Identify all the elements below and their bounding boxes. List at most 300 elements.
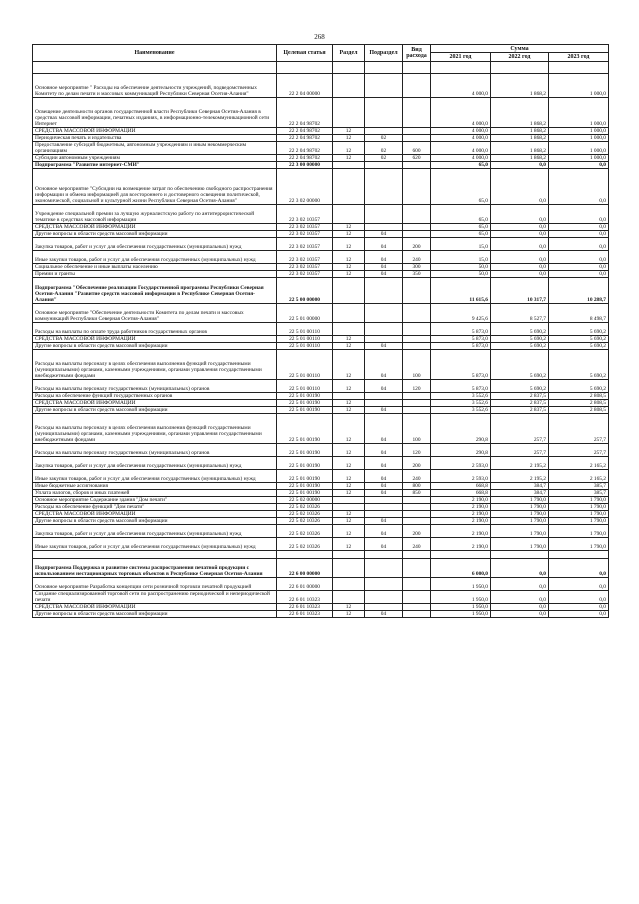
cell-subsection: 04: [365, 444, 403, 457]
table-row: [33, 611, 609, 618]
cell-name: Основное мероприятие "Обеспечение деятельности Комитета по делам печати и массовых коммуникаций Республики Северная Осетия-Алания": [33, 304, 277, 323]
cell-target-article: 22 5 01 00000: [277, 304, 333, 323]
table-row: [33, 62, 609, 74]
cell-sum-2021: 3 552,6: [431, 400, 491, 407]
cell-sum-2022: 384,7: [491, 483, 549, 490]
cell-subsection: 02: [365, 155, 403, 162]
cell-expense-type: [403, 278, 431, 304]
cell-subsection: 04: [365, 525, 403, 538]
cell-sum-2021: 3 552,6: [431, 393, 491, 400]
cell-name: Уплата налогов, сборов и иных платежей: [33, 490, 277, 497]
cell-subsection: 04: [365, 231, 403, 238]
cell-sum-2023: 2 808,5: [549, 393, 609, 400]
cell-target-article: 22 5 01 00190: [277, 407, 333, 414]
cell-sum-2022: 1 790,0: [491, 511, 549, 518]
cell-sum-2022: 2 195,2: [491, 470, 549, 483]
cell-target-article: [277, 551, 333, 559]
table-row: [33, 538, 609, 551]
cell-subsection: [365, 551, 403, 559]
cell-sum-2021: 4 000,0: [431, 74, 491, 98]
cell-target-article: 22 3 02 10357: [277, 271, 333, 278]
cell-target-article: 22 6 01 00000: [277, 578, 333, 591]
cell-target-article: 22 3 02 10357: [277, 251, 333, 264]
cell-target-article: 22 5 01 00190: [277, 400, 333, 407]
table-row: [33, 407, 609, 414]
cell-expense-type: [403, 162, 431, 169]
cell-expense-type: 100: [403, 350, 431, 380]
cell-expense-type: [403, 336, 431, 343]
cell-name: Иные бюджетные ассигнования: [33, 483, 277, 490]
cell-sum-2022: 1 868,2: [491, 128, 549, 135]
cell-sum-2023: 0,0: [549, 162, 609, 169]
cell-name: Подпрограмма "Развитие интернет-СМИ": [33, 162, 277, 169]
cell-expense-type: [403, 511, 431, 518]
cell-subsection: [365, 278, 403, 304]
cell-subsection: [365, 559, 403, 578]
cell-expense-type: [403, 304, 431, 323]
cell-target-article: 22 5 01 00110: [277, 380, 333, 393]
cell-target-article: 22 5 01 00190: [277, 414, 333, 444]
cell-section: [333, 62, 365, 74]
cell-target-article: 22 5 02 00000: [277, 497, 333, 504]
table-row: [33, 231, 609, 238]
cell-section: [333, 393, 365, 400]
cell-sum-2021: 1 950,0: [431, 611, 491, 618]
cell-target-article: 22 5 01 00190: [277, 444, 333, 457]
cell-sum-2022: 0,0: [491, 205, 549, 224]
cell-sum-2022: 1 868,2: [491, 135, 549, 142]
cell-name: Другие вопросы в области средств массовой информации: [33, 231, 277, 238]
cell-name: Другие вопросы в области средств массовой информации: [33, 518, 277, 525]
cell-section: [333, 497, 365, 504]
cell-target-article: 22 3 02 10357: [277, 231, 333, 238]
cell-sum-2021: 65,0: [431, 231, 491, 238]
header-sum: Сумма: [431, 45, 609, 53]
cell-sum-2023: 0,0: [549, 271, 609, 278]
cell-sum-2022: 1 868,2: [491, 74, 549, 98]
cell-sum-2021: 2 593,0: [431, 470, 491, 483]
cell-section: 12: [333, 483, 365, 490]
cell-subsection: 04: [365, 518, 403, 525]
cell-expense-type: [403, 604, 431, 611]
table-row: [33, 591, 609, 604]
cell-subsection: 04: [365, 538, 403, 551]
table-row: [33, 393, 609, 400]
cell-sum-2021: 2 190,0: [431, 525, 491, 538]
cell-sum-2022: 10 317,7: [491, 278, 549, 304]
cell-section: [333, 278, 365, 304]
cell-sum-2021: 15,0: [431, 238, 491, 251]
cell-sum-2022: 8 527,7: [491, 304, 549, 323]
cell-sum-2022: 1 868,2: [491, 142, 549, 155]
cell-sum-2023: [549, 551, 609, 559]
cell-target-article: 22 5 02 10326: [277, 511, 333, 518]
cell-expense-type: [403, 407, 431, 414]
cell-expense-type: [403, 231, 431, 238]
cell-sum-2022: 0,0: [491, 271, 549, 278]
cell-sum-2021: [431, 62, 491, 74]
cell-section: 12: [333, 414, 365, 444]
cell-section: 12: [333, 128, 365, 135]
cell-sum-2022: 5 690,2: [491, 323, 549, 336]
cell-subsection: [365, 604, 403, 611]
cell-name: Предоставление субсидий бюджетным, автономным учреждениям и иным некоммерческим организациям: [33, 142, 277, 155]
cell-section: [333, 162, 365, 169]
cell-sum-2021: 5 873,0: [431, 350, 491, 380]
cell-sum-2023: 1 790,0: [549, 497, 609, 504]
cell-sum-2021: 2 190,0: [431, 497, 491, 504]
cell-sum-2022: 257,7: [491, 444, 549, 457]
table-row: [33, 271, 609, 278]
cell-section: 12: [333, 518, 365, 525]
cell-section: 12: [333, 400, 365, 407]
cell-name: Социальное обеспечение и иные выплаты населению: [33, 264, 277, 271]
cell-section: 12: [333, 611, 365, 618]
cell-subsection: 02: [365, 142, 403, 155]
cell-name: СРЕДСТВА МАССОВОЙ ИНФОРМАЦИИ: [33, 336, 277, 343]
cell-name: Расходы на обеспечение функций "Дом печати": [33, 504, 277, 511]
cell-section: 12: [333, 457, 365, 470]
cell-section: 12: [333, 264, 365, 271]
cell-section: [333, 74, 365, 98]
cell-sum-2023: 1 790,0: [549, 525, 609, 538]
table-row: [33, 559, 609, 578]
cell-sum-2022: 1 790,0: [491, 538, 549, 551]
cell-sum-2023: 5 690,2: [549, 350, 609, 380]
cell-sum-2023: 0,0: [549, 251, 609, 264]
cell-subsection: [365, 578, 403, 591]
cell-sum-2021: 1 950,0: [431, 578, 491, 591]
cell-sum-2021: 65,0: [431, 169, 491, 205]
cell-subsection: [365, 393, 403, 400]
header-subsection: Подраздел: [365, 45, 403, 62]
cell-sum-2023: 0,0: [549, 205, 609, 224]
header-target-article: Целевая статья: [277, 45, 333, 62]
cell-sum-2021: 4 000,0: [431, 128, 491, 135]
cell-sum-2021: 9 425,6: [431, 304, 491, 323]
cell-name: Учреждение специальной премии за лучшую журналистскую работу по антитеррористической тематике в средствах массовой информации: [33, 205, 277, 224]
cell-sum-2021: 50,0: [431, 271, 491, 278]
cell-target-article: 22 5 02 10326: [277, 538, 333, 551]
cell-name: Расходы на выплаты по оплате труда работников государственных органов: [33, 323, 277, 336]
cell-sum-2023: 0,0: [549, 611, 609, 618]
cell-section: [333, 578, 365, 591]
cell-sum-2022: 2 195,2: [491, 457, 549, 470]
cell-name: Расходы на выплаты персоналу в целях обеспечения выполнения функций государственными (муниципальными) органами, казенными учреждениями, органами управления государственными внебюджетными фондами: [33, 414, 277, 444]
cell-expense-type: 120: [403, 444, 431, 457]
table-row: [33, 511, 609, 518]
cell-expense-type: [403, 343, 431, 350]
cell-section: 12: [333, 155, 365, 162]
cell-section: 12: [333, 231, 365, 238]
cell-name: Основное мероприятие Содержание здания "Дом печати": [33, 497, 277, 504]
cell-sum-2023: 0,0: [549, 231, 609, 238]
table-row: [33, 497, 609, 504]
cell-sum-2022: 0,0: [491, 578, 549, 591]
cell-expense-type: [403, 169, 431, 205]
cell-name: СРЕДСТВА МАССОВОЙ ИНФОРМАЦИИ: [33, 400, 277, 407]
cell-name: Периодическая печать и издательства: [33, 135, 277, 142]
cell-sum-2021: 290,8: [431, 444, 491, 457]
cell-sum-2022: [491, 551, 549, 559]
cell-target-article: 22 2 04 98702: [277, 135, 333, 142]
table-row: [33, 162, 609, 169]
table-row: [33, 490, 609, 497]
cell-target-article: 22 6 01 10323: [277, 604, 333, 611]
table-row: [33, 444, 609, 457]
cell-subsection: [365, 224, 403, 231]
cell-target-article: 22 5 02 10326: [277, 504, 333, 511]
table-row: [33, 74, 609, 98]
cell-subsection: [365, 62, 403, 74]
cell-section: 12: [333, 271, 365, 278]
cell-name: Субсидии автономным учреждениям: [33, 155, 277, 162]
cell-subsection: [365, 323, 403, 336]
cell-subsection: 04: [365, 350, 403, 380]
table-row: [33, 525, 609, 538]
cell-sum-2023: 385,7: [549, 490, 609, 497]
cell-target-article: 22 3 02 10357: [277, 205, 333, 224]
cell-sum-2021: 3 552,6: [431, 407, 491, 414]
cell-section: [333, 323, 365, 336]
cell-name: Расходы на выплаты персоналу государственных (муниципальных) органов: [33, 380, 277, 393]
cell-sum-2021: 5 873,0: [431, 323, 491, 336]
cell-name: Иные закупки товаров, работ и услуг для обеспечения государственных (муниципальных) нужд: [33, 538, 277, 551]
cell-subsection: [365, 205, 403, 224]
cell-sum-2021: 65,0: [431, 224, 491, 231]
cell-name: СРЕДСТВА МАССОВОЙ ИНФОРМАЦИИ: [33, 511, 277, 518]
cell-sum-2021: 2 190,0: [431, 538, 491, 551]
cell-name: Иные закупки товаров, работ и услуг для обеспечения государственных (муниципальных) нужд: [33, 251, 277, 264]
cell-sum-2023: 1 000,0: [549, 155, 609, 162]
cell-expense-type: [403, 393, 431, 400]
cell-sum-2022: 1 868,2: [491, 98, 549, 128]
cell-sum-2023: 1 790,0: [549, 538, 609, 551]
cell-expense-type: 240: [403, 538, 431, 551]
cell-section: 12: [333, 350, 365, 380]
page-number: 268: [314, 33, 325, 41]
cell-sum-2021: 15,0: [431, 251, 491, 264]
cell-sum-2023: 385,7: [549, 483, 609, 490]
cell-subsection: [365, 162, 403, 169]
cell-section: 12: [333, 251, 365, 264]
cell-sum-2023: 5 690,2: [549, 343, 609, 350]
cell-sum-2023: 0,0: [549, 169, 609, 205]
cell-sum-2021: 2 190,0: [431, 518, 491, 525]
header-year-2021: 2021 год: [431, 53, 491, 62]
cell-target-article: 22 3 00 00000: [277, 162, 333, 169]
header-year-2022: 2022 год: [491, 53, 549, 62]
cell-name: СРЕДСТВА МАССОВОЙ ИНФОРМАЦИИ: [33, 224, 277, 231]
cell-target-article: 22 5 01 00190: [277, 490, 333, 497]
cell-subsection: 04: [365, 238, 403, 251]
cell-section: 12: [333, 336, 365, 343]
table-row: [33, 604, 609, 611]
cell-sum-2022: 0,0: [491, 231, 549, 238]
table-row: [33, 400, 609, 407]
cell-sum-2023: 8 498,7: [549, 304, 609, 323]
cell-subsection: [365, 128, 403, 135]
cell-sum-2023: 0,0: [549, 604, 609, 611]
cell-subsection: 04: [365, 457, 403, 470]
cell-expense-type: [403, 224, 431, 231]
cell-target-article: 22 5 01 00110: [277, 336, 333, 343]
cell-expense-type: 350: [403, 271, 431, 278]
table-row: [33, 323, 609, 336]
cell-sum-2022: 0,0: [491, 611, 549, 618]
cell-subsection: 04: [365, 407, 403, 414]
cell-section: [333, 551, 365, 559]
cell-section: 12: [333, 444, 365, 457]
cell-sum-2023: 1 790,0: [549, 504, 609, 511]
cell-section: 12: [333, 380, 365, 393]
cell-sum-2022: 384,7: [491, 490, 549, 497]
cell-section: 12: [333, 142, 365, 155]
cell-sum-2022: 2 837,5: [491, 407, 549, 414]
cell-name: Закупка товаров, работ и услуг для обеспечения государственных (муниципальных) нужд: [33, 457, 277, 470]
table-row: [33, 251, 609, 264]
cell-sum-2022: [491, 62, 549, 74]
cell-sum-2023: 1 790,0: [549, 511, 609, 518]
cell-sum-2022: 5 690,2: [491, 336, 549, 343]
cell-expense-type: [403, 323, 431, 336]
cell-target-article: 22 2 04 98702: [277, 128, 333, 135]
cell-sum-2021: 290,8: [431, 414, 491, 444]
cell-target-article: 22 3 02 10357: [277, 264, 333, 271]
cell-sum-2021: 11 615,6: [431, 278, 491, 304]
cell-expense-type: [403, 62, 431, 74]
table-row: [33, 205, 609, 224]
table-row: [33, 380, 609, 393]
cell-sum-2023: 0,0: [549, 264, 609, 271]
cell-subsection: 04: [365, 251, 403, 264]
cell-name: Расходы на обеспечение функций государственных органов: [33, 393, 277, 400]
cell-expense-type: [403, 591, 431, 604]
cell-subsection: [365, 304, 403, 323]
cell-section: [333, 205, 365, 224]
cell-section: [333, 591, 365, 604]
table-row: [33, 350, 609, 380]
cell-name: СРЕДСТВА МАССОВОЙ ИНФОРМАЦИИ: [33, 128, 277, 135]
table-row: [33, 504, 609, 511]
cell-target-article: 22 5 01 00190: [277, 470, 333, 483]
cell-name: Основное мероприятие " Расходы на обеспечение деятельности учреждений, подведомственных Комитету по делам печати и массовых коммуникаций Республики Северная Осетия-Алания": [33, 74, 277, 98]
cell-expense-type: 300: [403, 264, 431, 271]
cell-expense-type: 200: [403, 238, 431, 251]
cell-name: Иные закупки товаров, работ и услуг для обеспечения государственных (муниципальных) нужд: [33, 470, 277, 483]
cell-sum-2021: 1 950,0: [431, 591, 491, 604]
table-row: [33, 278, 609, 304]
cell-expense-type: 200: [403, 525, 431, 538]
cell-name: Расходы на выплаты персоналу государственных (муниципальных) органов: [33, 444, 277, 457]
cell-name: Премии и гранты: [33, 271, 277, 278]
cell-expense-type: [403, 559, 431, 578]
header-year-2023: 2023 год: [549, 53, 609, 62]
cell-section: [333, 304, 365, 323]
cell-sum-2023: 1 000,0: [549, 128, 609, 135]
table-row: [33, 343, 609, 350]
cell-sum-2021: 668,8: [431, 490, 491, 497]
table-row: [33, 128, 609, 135]
cell-expense-type: [403, 135, 431, 142]
cell-section: [333, 559, 365, 578]
cell-subsection: 02: [365, 135, 403, 142]
cell-subsection: 04: [365, 611, 403, 618]
table-body: [33, 62, 609, 618]
cell-target-article: 22 2 04 98702: [277, 98, 333, 128]
cell-section: 12: [333, 238, 365, 251]
cell-section: [333, 169, 365, 205]
cell-sum-2021: 6 000,0: [431, 559, 491, 578]
cell-expense-type: [403, 497, 431, 504]
cell-sum-2022: 0,0: [491, 224, 549, 231]
cell-sum-2022: 1 790,0: [491, 497, 549, 504]
cell-sum-2023: 0,0: [549, 578, 609, 591]
cell-target-article: 22 3 02 10357: [277, 238, 333, 251]
cell-target-article: 22 5 01 00190: [277, 393, 333, 400]
cell-sum-2023: 0,0: [549, 591, 609, 604]
cell-subsection: [365, 504, 403, 511]
cell-sum-2022: 1 790,0: [491, 504, 549, 511]
cell-name: [33, 62, 277, 74]
cell-expense-type: [403, 205, 431, 224]
cell-name: Основное мероприятие "Субсидии на возмещение затрат по обеспечению свободного распространения информации и обмена информацией для всестороннего и достоверного освещения политической, экономической, социальной и культурной жизни Республики Северная Осетия-Алания": [33, 169, 277, 205]
cell-expense-type: 120: [403, 380, 431, 393]
cell-sum-2021: [431, 551, 491, 559]
cell-sum-2022: 1 790,0: [491, 518, 549, 525]
cell-sum-2021: 50,0: [431, 264, 491, 271]
cell-sum-2023: 2 808,5: [549, 407, 609, 414]
cell-name: СРЕДСТВА МАССОВОЙ ИНФОРМАЦИИ: [33, 604, 277, 611]
table-row: [33, 238, 609, 251]
cell-sum-2023: 2 165,2: [549, 470, 609, 483]
cell-sum-2023: 5 690,2: [549, 380, 609, 393]
cell-sum-2021: 2 190,0: [431, 504, 491, 511]
cell-sum-2021: 65,0: [431, 162, 491, 169]
cell-sum-2022: 0,0: [491, 162, 549, 169]
cell-name: Основное мероприятие Разработка концепции сети розничной торговли печатной продукцией: [33, 578, 277, 591]
table-row: [33, 135, 609, 142]
table-row: [33, 483, 609, 490]
cell-subsection: [365, 74, 403, 98]
cell-target-article: 22 6 01 10323: [277, 591, 333, 604]
cell-sum-2022: 5 690,2: [491, 380, 549, 393]
cell-sum-2022: 0,0: [491, 604, 549, 611]
cell-sum-2022: 2 837,5: [491, 393, 549, 400]
cell-expense-type: [403, 98, 431, 128]
cell-sum-2021: 2 593,0: [431, 457, 491, 470]
cell-section: [333, 504, 365, 511]
cell-sum-2023: 5 690,2: [549, 336, 609, 343]
cell-sum-2023: 257,7: [549, 444, 609, 457]
cell-expense-type: [403, 74, 431, 98]
cell-section: 12: [333, 407, 365, 414]
table-row: [33, 470, 609, 483]
cell-section: 12: [333, 538, 365, 551]
cell-section: 12: [333, 490, 365, 497]
cell-sum-2021: 4 000,0: [431, 142, 491, 155]
cell-name: Подпрограмма "Обеспечение реализации Государственной программы Республики Северная Осетия-Алания "Развитие средств массовой информации в Республике Северная Осетия-Алания": [33, 278, 277, 304]
cell-section: 12: [333, 224, 365, 231]
cell-sum-2022: 5 690,2: [491, 350, 549, 380]
table-row: [33, 304, 609, 323]
cell-section: 12: [333, 604, 365, 611]
cell-target-article: 22 3 02 10357: [277, 224, 333, 231]
cell-expense-type: [403, 578, 431, 591]
cell-name: Другие вопросы в области средств массовой информации: [33, 407, 277, 414]
table-row: [33, 336, 609, 343]
header-name: Наименование: [33, 45, 277, 62]
